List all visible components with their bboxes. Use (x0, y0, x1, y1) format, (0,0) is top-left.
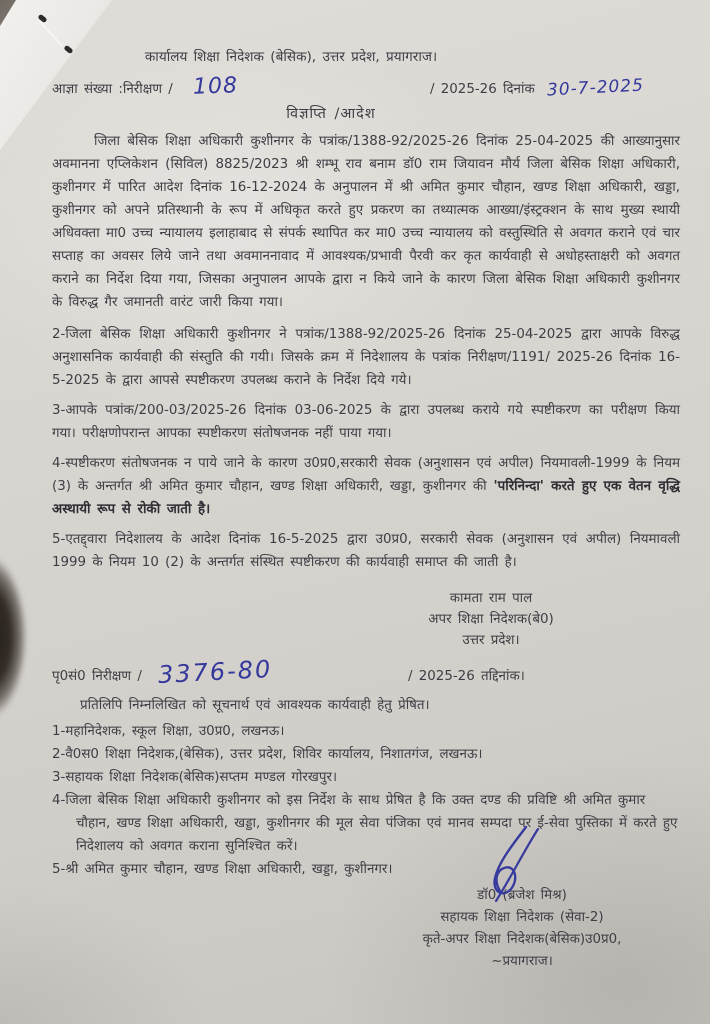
dispatch-number-row (52, 655, 680, 689)
order-number-handwritten: 108 (192, 73, 239, 100)
signatory-2-place-line (372, 951, 672, 973)
dispatch-number-handwritten: 3376-80 (157, 655, 273, 689)
paragraph-4-lead: 4-स्पष्टीकरण संतोषजनक न पाये जाने के कारण उ0प्र0,सरकारी सेवक (अनुशासन एवं अपील) नियमावली-1999 के नियम (3) के अन्तर्गत श्री अमित कुमार चौहान, खण्ड शिक्षा अधिकारी, खड्डा, कुशीनगर की (52, 456, 680, 494)
paragraph-2: 2-जिला बेसिक शिक्षा अधिकारी कुशीनगर ने पत्रांक/1388-92/2025-26 दिनांक 25-04-2025 द्वारा आपके विरुद्ध अनुशासनिक कार्यवाही की संस्तुति की गयी। जिसके क्रम में निदेशालय के पत्रांक निरीक्षण/1191/ 2025-26 दिनांक 16-5-2025 के द्वारा आपसे स्पष्टीकरण उपलब्ध कराने के निर्देश दिये गये। (52, 327, 680, 388)
copy-recipient-list (52, 720, 680, 881)
handwritten-signature-icon (466, 823, 562, 903)
paragraph-3: 3-आपके पत्रांक/200-03/2025-26 दिनांक 03-06-2025 के द्वारा उपलब्ध कराये गये स्पष्टीकरण का परीक्षण किया गया। परीक्षणोपरान्त आपका स्पष्टीकरण संतोषजनक नहीं पाया गया। (52, 403, 680, 441)
signatory-block-2-wrap (52, 885, 680, 973)
order-number-label: आज्ञा संख्या :निरीक्षण / (52, 82, 173, 97)
copy-forwarding-note: प्रतिलिपि निम्नलिखित को सूचनार्थ एवं आवश्यक कार्यवाही हेतु प्रेषित। (80, 698, 430, 713)
document-title: विज्ञप्ति /आदेश (286, 106, 376, 122)
office-header: कार्यालय शिक्षा निदेशक (बेसिक), उत्तर प्रदेश, प्रयागराज। (144, 49, 438, 65)
dispatch-label: पृ0सं0 निरीक्षण / (52, 669, 142, 684)
signatory-2-title2: कृते-अपर शिक्षा निदेशक(बेसिक)उ0प्र0, (422, 932, 622, 947)
paragraph-5: 5-एतद्द्वारा निदेशालय के आदेश दिनांक 16-5-2025 द्वारा उ0प्र0, सरकारी सेवक (अनुशासन एवं अपील) नियमावली 1999 के नियम 10 (2) के अन्तर्गत संस्थित स्पष्टीकरण की कार्यवाही समाप्त की जाती है। (52, 532, 680, 570)
signatory-1-name: कामता राम पाल (449, 591, 533, 606)
copy-recipient-4: 4-जिला बेसिक शिक्षा अधिकारी कुशीनगर को इस निर्देश के साथ प्रेषित है कि उक्त दण्ड की प्रविष्टि श्री अमित कुमार चौहान, खण्ड शिक्षा अधिकारी, खड्डा, कुशीनगर की मूल सेवा पंजिका एवं मानव सम्पदा पर ई-सेवा पुस्तिका में करते हुए निदेशालय को अवगत कराना सुनिश्चित करें। (52, 793, 678, 854)
copy-recipient-1: 1-महानिदेशक, स्कूल शिक्षा, उ0प्र0, लखनऊ। (52, 724, 285, 739)
signatory-1-title: अपर शिक्षा निदेशक(बे0) (428, 612, 554, 627)
signatory-block-1 (366, 588, 616, 651)
copy-recipient-3: 3-सहायक शिक्षा निदेशक(बेसिक)सप्तम मण्डल गोरखपुर। (52, 770, 338, 785)
copy-recipient-5: 5-श्री अमित कुमार चौहान, खण्ड शिक्षा अधिकारी, खड्डा, कुशीनगर। (52, 862, 393, 877)
order-number-row (52, 75, 680, 101)
paragraph-1: जिला बेसिक शिक्षा अधिकारी कुशीनगर के पत्रांक/1388-92/2025-26 दिनांक 25-04-2025 की आख्यानुसार अवमानना एप्लिकेशन (सिविल) 8825/2023 श्री शम्भू राव बनाम डॉ0 राम जियावन मौर्य जिला बेसिक शिक्षा अधिकारी, कुशीनगर में पारित आदेश दिनांक 16-12-2024 के अनुपालन में श्री अमित कुमार चौहान, खण्ड शिक्षा अधिकारी, खड्डा, कुशीनगर को अपने प्रतिस्थानी के रूप में अधिकृत करते हुए प्रकरण का तथ्यात्मक आख्या/इंस्ट्रक्शन के साथ मुख्य स्थायी अधिवक्ता मा0 उच्च न्यायालय इलाहाबाद से संपर्क स्थापित कर मा0 उच्च न्यायालय को वस्तुस्थिति से अवगत कराने एवं चार सप्ताह का अवसर लिये जाने तथा अवमाननावाद में आवश्यक/प्रभावी पैरवी कर कृत कार्यवाही से अधोहस्ताक्षरी को अवगत कराने का निर्देश दिया गया, जिसका अनुपालन आपके द्वारा न किये जाने के कारण जिला बेसिक शिक्षा अधिकारी कुशीनगर के विरुद्ध गैर जमानती वारंट जारी किया गया। (52, 134, 680, 310)
flourish-mark: ~ (491, 954, 503, 969)
signatory-2-name: डॉ0 (ब्रजेश मिश्र) (477, 888, 567, 903)
signatory-2-title1: सहायक शिक्षा निदेशक (सेवा-2) (440, 910, 604, 925)
signatory-block-2 (372, 885, 672, 973)
signatory-2-place: प्रयागराज। (502, 954, 553, 969)
signatory-1-place: उत्तर प्रदेश। (462, 633, 520, 648)
order-date-group (430, 77, 644, 101)
order-year-label: / 2025-26 दिनांक (430, 82, 535, 97)
order-date-handwritten: 30-7-2025 (546, 75, 645, 101)
copy-recipient-2: 2-वै0स0 शिक्षा निदेशक,(बेसिक), उत्तर प्रदेश, शिविर कार्यालय, निशातगंज, लखनऊ। (52, 747, 483, 762)
paragraph-4-penalty-bold: 'परिनिन्दा' करते हुए एक वेतन वृद्धि अस्थायी रूप से रोकी जाती है। (52, 479, 680, 517)
dispatch-suffix: / 2025-26 तद्दिनांक। (408, 669, 525, 684)
paragraph-4 (52, 452, 680, 521)
